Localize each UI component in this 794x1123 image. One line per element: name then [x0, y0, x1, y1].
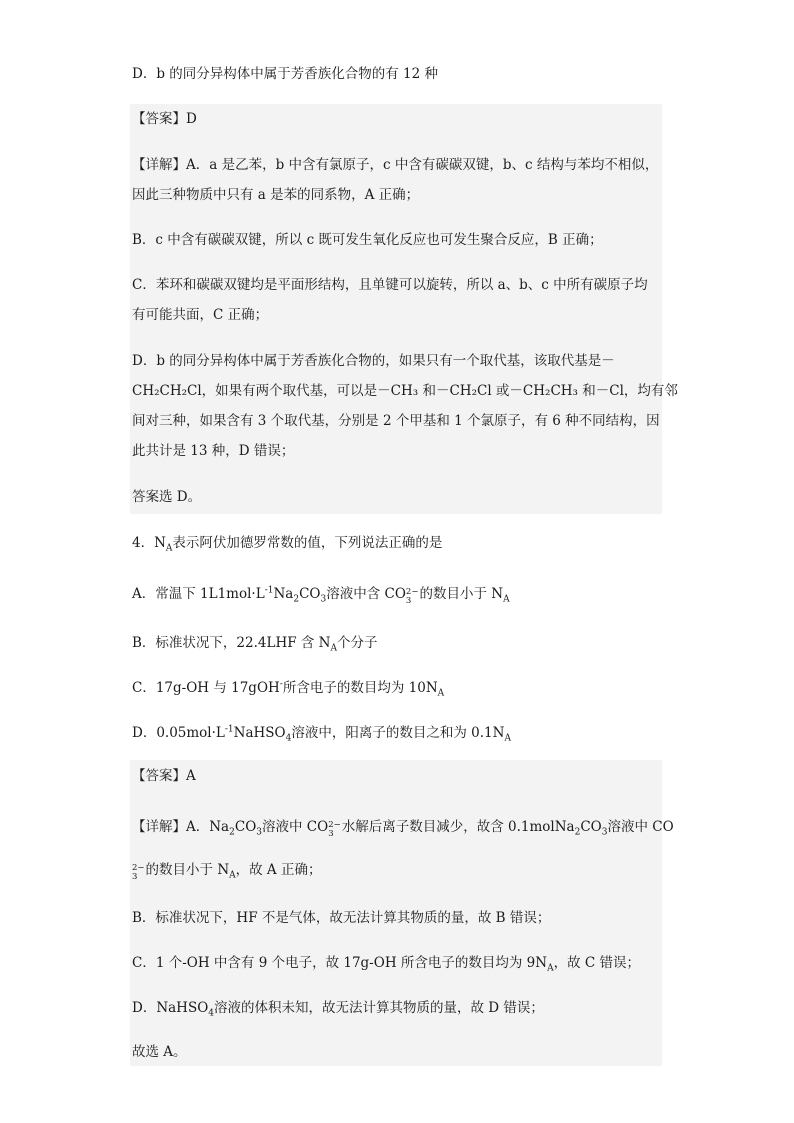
q4-detail-d [132, 997, 544, 1019]
q4-option-a [132, 583, 510, 606]
text-run: 溶液的体积未知，故无法计算其物质的量，故 D 错误； [214, 1000, 544, 1016]
q4-final-answer: 故选 A。 [132, 1044, 187, 1060]
q4-number: 4． [132, 535, 155, 551]
q3-option-d: D．b 的同分异构体中属于芳香族化合物的有 12 种 [132, 66, 439, 82]
subscript: 3 [601, 827, 608, 838]
text-run: D．0.05mol·L [132, 725, 225, 741]
text-run: 的数目小于 N [419, 586, 504, 602]
subscript: 4 [208, 1008, 215, 1019]
subscript: 3 [328, 829, 334, 839]
text-run: 的数目小于 N [145, 862, 230, 878]
text-run: 溶液中，阳离子的数目之和为 0.1N [291, 725, 505, 741]
text-run: CO [234, 819, 257, 835]
charge: 2− [328, 820, 341, 830]
q3-detail-c-line2: 有可能共面，C 正确； [132, 307, 269, 323]
superscript: - [279, 679, 283, 690]
q3-detail-d-line2: CH₂CH₂Cl，如果有两个取代基，可以是－CH₃ 和－CH₂Cl 或－CH₂CH₃ 和－Cl，均有邻 [132, 383, 678, 399]
superscript: -1 [264, 585, 274, 596]
text-run: 个分子 [336, 635, 378, 651]
na-symbol: N [154, 535, 166, 551]
q3-detail-a-line1: 【详解】A．a 是乙苯，b 中含有氯原子，c 中含有碳碳双键，b、c 结构与苯均不相似， [132, 157, 659, 173]
q3-detail-d-line4: 此共计是 13 种，D 错误； [132, 443, 295, 459]
text-run: 【详解】A．Na [132, 819, 230, 835]
subscript: A [503, 594, 510, 605]
text-run: CO [580, 819, 602, 835]
q3-answer: 【答案】D [132, 111, 197, 127]
q3-detail-c-line1: C．苯环和碳碳双键均是平面形结构，且单键可以旋转，所以 a、b、c 中所有碳原子均 [132, 277, 648, 293]
q4-stem-text: 表示阿伏加德罗常数的值，下列说法正确的是 [172, 535, 443, 551]
subscript: 3 [405, 596, 412, 606]
q4-stem [132, 532, 442, 554]
text-run: NaHSO [233, 725, 286, 741]
ion-charge-stack [328, 821, 341, 839]
text-run: 溶液中 CO [262, 819, 329, 835]
subscript: A [330, 643, 337, 654]
q4-detail-c [132, 952, 640, 974]
q4-option-d [132, 722, 511, 744]
q4-detail-a-line2 [132, 859, 321, 882]
subscript: A [547, 963, 554, 974]
q4-detail-b: B．标准状况下，HF 不是气体，故无法计算其物质的量，故 B 错误； [132, 910, 551, 926]
text-run: ，故 C 错误； [553, 955, 640, 971]
text-run: C．17g-OH 与 17gOH [132, 680, 280, 696]
q4-option-c [132, 677, 444, 699]
text-run: B．标准状况下，22.4LHF 含 N [132, 635, 331, 651]
q4-detail-a-line1 [132, 816, 674, 839]
subscript: 2 [293, 594, 300, 605]
charge: 2− [132, 863, 145, 873]
text-run: 所含电子的数目均为 10N [282, 680, 438, 696]
q3-detail-a-line2: 因此三种物质中只有 a 是苯的同系物，A 正确； [132, 187, 420, 203]
text-run: A．常温下 1L1mol·L [132, 586, 265, 602]
text-run: ，故 A 正确； [235, 862, 322, 878]
charge: 2− [405, 587, 419, 597]
text-run: C．1 个-OH 中含有 9 个电子，故 17g-OH 所含电子的数目均为 9N [132, 955, 548, 971]
text-run: 溶液中 CO [607, 819, 674, 835]
subscript: A [504, 733, 511, 744]
subscript: 3 [132, 872, 138, 882]
subscript: A [165, 543, 173, 554]
text-run: 水解后离子数目减少，故含 0.1molNa [341, 819, 575, 835]
ion-charge-stack [132, 864, 145, 882]
superscript: -1 [224, 724, 234, 735]
subscript: 3 [256, 827, 262, 838]
q4-option-b [132, 632, 377, 654]
text-run: 溶液中含 CO [326, 586, 406, 602]
q3-detail-d-line3: 间对三种，如果含有 3 个取代基，分别是 2 个甲基和 1 个氯原子，有 6 种不同结构，因 [132, 413, 660, 429]
text-run: Na [273, 586, 294, 602]
q3-final-answer: 答案选 D。 [132, 489, 202, 505]
text-run: D．NaHSO [132, 1000, 209, 1016]
subscript: A [437, 688, 445, 699]
subscript: 2 [229, 827, 235, 838]
q3-detail-d-line1: D．b 的同分异构体中属于芳香族化合物的，如果只有一个取代基，该取代基是－ [132, 353, 615, 369]
subscript: A [229, 870, 236, 881]
text-run: CO [299, 586, 321, 602]
subscript: 2 [574, 827, 581, 838]
subscript: 3 [320, 594, 327, 605]
q3-detail-b: B．c 中含有碳碳双键，所以 c 既可发生氧化反应也可发生聚合反应，B 正确； [132, 232, 603, 248]
subscript: 4 [285, 733, 292, 744]
q4-answer: 【答案】A [132, 768, 196, 784]
ion-charge-stack [406, 588, 419, 606]
